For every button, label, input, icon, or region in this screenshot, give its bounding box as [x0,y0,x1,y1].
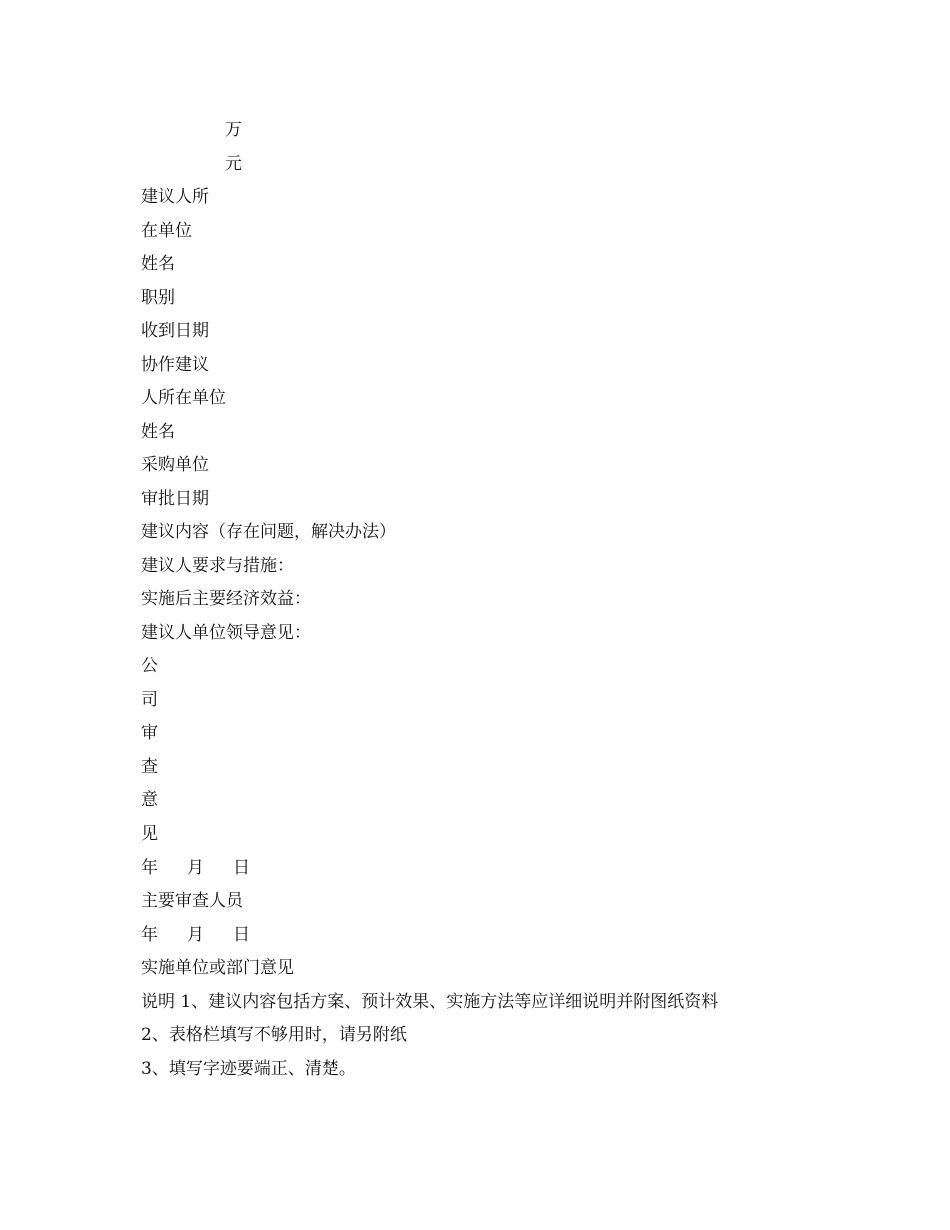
form-label-proposal-content: 建议内容（存在问题，解决办法） [141,522,396,542]
form-label-proposer-unit-2: 在单位 [141,221,192,241]
reviewers-date [141,924,250,946]
review-char-3: 审 [141,723,158,743]
review-char-5: 意 [141,790,158,810]
form-label-economic-benefit: 实施后主要经济效益： [141,589,311,609]
form-label-title: 职别 [141,288,175,308]
amount-unit-wan: 万 [225,120,242,140]
form-label-co-proposer-1: 协作建议 [141,355,209,375]
amount-unit-yuan: 元 [225,154,242,174]
review-date [141,857,250,879]
main-reviewers-label: 主要审查人员 [141,891,243,911]
review-char-4: 查 [141,757,158,777]
form-label-leader-opinion: 建议人单位领导意见： [141,623,311,643]
form-label-approval-date: 审批日期 [141,489,209,509]
note-1: 说明 1、建议内容包括方案、预计效果、实施方法等应详细说明并附图纸资料 [141,992,719,1012]
form-label-purchasing-unit: 采购单位 [141,455,209,475]
form-label-co-name: 姓名 [141,422,175,442]
date-day: 日 [233,925,250,945]
implementing-dept-label: 实施单位或部门意见 [141,958,294,978]
date-year: 年 [141,858,158,878]
review-char-2: 司 [141,690,158,710]
form-label-proposer-unit-1: 建议人所 [141,187,209,207]
date-month: 月 [187,858,204,878]
review-char-1: 公 [141,656,158,676]
form-label-name: 姓名 [141,254,175,274]
date-year: 年 [141,925,158,945]
note-2: 2、表格栏填写不够用时，请另附纸 [141,1025,407,1045]
note-3: 3、填写字迹要端正、清楚。 [141,1059,356,1079]
form-label-received-date: 收到日期 [141,321,209,341]
date-day: 日 [233,858,250,878]
form-label-requirements: 建议人要求与措施： [141,556,294,576]
form-label-co-proposer-2: 人所在单位 [141,388,226,408]
date-month: 月 [187,925,204,945]
review-char-6: 见 [141,824,158,844]
